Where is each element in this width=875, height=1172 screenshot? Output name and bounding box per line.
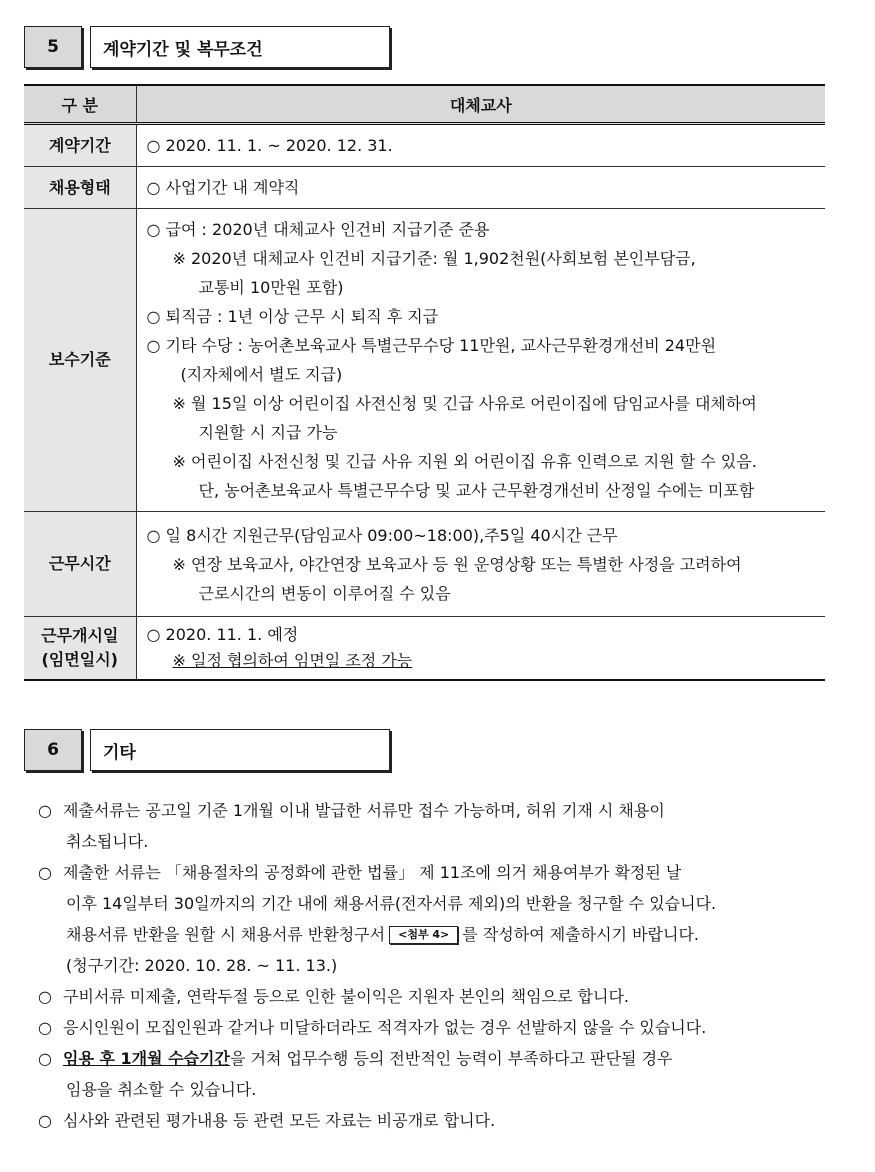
value-line: ※ 연장 보육교사, 야간연장 보육교사 등 원 운영상황 또는 특별한 사정을 고려하여 xyxy=(172,554,742,574)
list-item xyxy=(38,1043,828,1105)
note-text: 을 거쳐 업무수행 등의 전반적인 능력이 부족하다고 판단될 경우 xyxy=(229,1049,673,1068)
conditions-table xyxy=(24,84,825,681)
value-line: ○ 퇴직금 : 1년 이상 근무 시 퇴직 후 지급 xyxy=(146,307,439,326)
list-item xyxy=(38,857,828,981)
row-value xyxy=(136,167,825,209)
list-item xyxy=(38,1012,828,1043)
section-number: 6 xyxy=(24,729,82,771)
table-row xyxy=(24,124,825,167)
note-text: 채용서류 반환을 원할 시 채용서류 반환청구서 xyxy=(66,925,386,944)
note-text: 이후 14일부터 30일까지의 기간 내에 채용서류(전자서류 제외)의 반환을 청구할 수 있습니다. xyxy=(66,894,717,913)
value-line: ○ 일 8시간 지원근무(담임교사 09:00~18:00),주5일 40시간 근무 xyxy=(146,525,618,545)
note-text: 제출한 서류는 「채용절차의 공정화에 관한 법률」 제 11조에 의거 채용여부가 확정된 날 xyxy=(63,863,682,882)
section-title: 기타 xyxy=(90,729,390,771)
value-line: (지자체에서 별도 지급) xyxy=(180,365,343,384)
note-text: 임용을 취소할 수 있습니다. xyxy=(66,1080,257,1099)
header-category: 구 분 xyxy=(24,85,136,124)
row-label-line: 근무개시일 xyxy=(41,626,119,645)
note-text: 를 작성하여 제출하시기 바랍니다. xyxy=(462,925,700,944)
section-title: 계약기간 및 복무조건 xyxy=(90,26,390,68)
row-label-line: (임면일시) xyxy=(41,650,118,669)
bullet-icon: ○ xyxy=(38,1049,52,1068)
table-header-row xyxy=(24,85,825,124)
list-item xyxy=(38,981,828,1012)
notes-list xyxy=(38,795,828,1136)
row-label xyxy=(24,617,136,681)
value-line: ○ 2020. 11. 1. ~ 2020. 12. 31. xyxy=(146,136,393,155)
table-row xyxy=(24,167,825,209)
value-line-underlined: ※ 일정 협의하여 임면일 조정 가능 xyxy=(172,651,413,670)
row-label: 계약기간 xyxy=(24,124,136,167)
bullet-icon: ○ xyxy=(38,863,52,882)
row-value xyxy=(136,512,825,617)
value-line: ※ 어린이집 사전신청 및 긴급 사유 지원 외 어린이집 유휴 인력으로 지원 할 수 있음. xyxy=(172,452,757,471)
row-value xyxy=(136,209,825,512)
row-label: 채용형태 xyxy=(24,167,136,209)
table-row xyxy=(24,209,825,512)
note-text: 응시인원이 모집인원과 같거나 미달하더라도 적격자가 없는 경우 선발하지 않을 수 있습니다. xyxy=(63,1018,707,1037)
value-line: 지원할 시 지급 가능 xyxy=(198,423,338,442)
row-label: 보수기준 xyxy=(24,209,136,512)
value-line: ※ 월 15일 이상 어린이집 사전신청 및 긴급 사유로 어린이집에 담임교사를 대체하여 xyxy=(172,394,757,413)
value-line: 단, 농어촌보육교사 특별근무수당 및 교사 근무환경개선비 산정일 수에는 미포함 xyxy=(198,481,755,500)
row-value xyxy=(136,124,825,167)
value-line: ○ 사업기간 내 계약직 xyxy=(146,178,300,197)
note-text: 구비서류 미제출, 연락두절 등으로 인한 불이익은 지원자 본인의 책임으로 합니다. xyxy=(63,987,629,1006)
note-text: 취소됩니다. xyxy=(66,832,149,851)
note-text: 심사와 관련된 평가내용 등 관련 모든 자료는 비공개로 합니다. xyxy=(63,1111,496,1130)
value-line: ○ 급여 : 2020년 대체교사 인건비 지급기준 준용 xyxy=(146,220,490,239)
bullet-icon: ○ xyxy=(38,801,52,820)
table-row xyxy=(24,512,825,617)
value-line: ○ 기타 수당 : 농어촌보육교사 특별근무수당 11만원, 교사근무환경개선비 24만원 xyxy=(146,336,717,355)
bullet-icon: ○ xyxy=(38,1111,52,1130)
bullet-icon: ○ xyxy=(38,1018,52,1037)
value-line: ○ 2020. 11. 1. 예정 xyxy=(146,625,299,644)
list-item xyxy=(38,1105,828,1136)
note-text: 제출서류는 공고일 기준 1개월 이내 발급한 서류만 접수 가능하며, 허위 기재 시 채용이 xyxy=(63,801,665,820)
row-value xyxy=(136,617,825,681)
bullet-icon: ○ xyxy=(38,987,52,1006)
value-line: ※ 2020년 대체교사 인건비 지급기준: 월 1,902천원(사회보험 본인부담금, xyxy=(172,249,696,268)
section-number: 5 xyxy=(24,26,82,68)
list-item xyxy=(38,795,828,857)
row-label: 근무시간 xyxy=(24,512,136,617)
value-line: 교통비 10만원 포함) xyxy=(198,278,344,297)
note-text: (청구기간: 2020. 10. 28. ~ 11. 13.) xyxy=(66,956,338,975)
note-text-emphasis: 임용 후 1개월 수습기간 xyxy=(63,1049,230,1068)
table-row xyxy=(24,617,825,681)
value-line: 근로시간의 변동이 이루어질 수 있음 xyxy=(198,583,451,603)
attachment-badge: <첨부 4> xyxy=(389,926,458,944)
header-substitute-teacher: 대체교사 xyxy=(136,85,825,124)
